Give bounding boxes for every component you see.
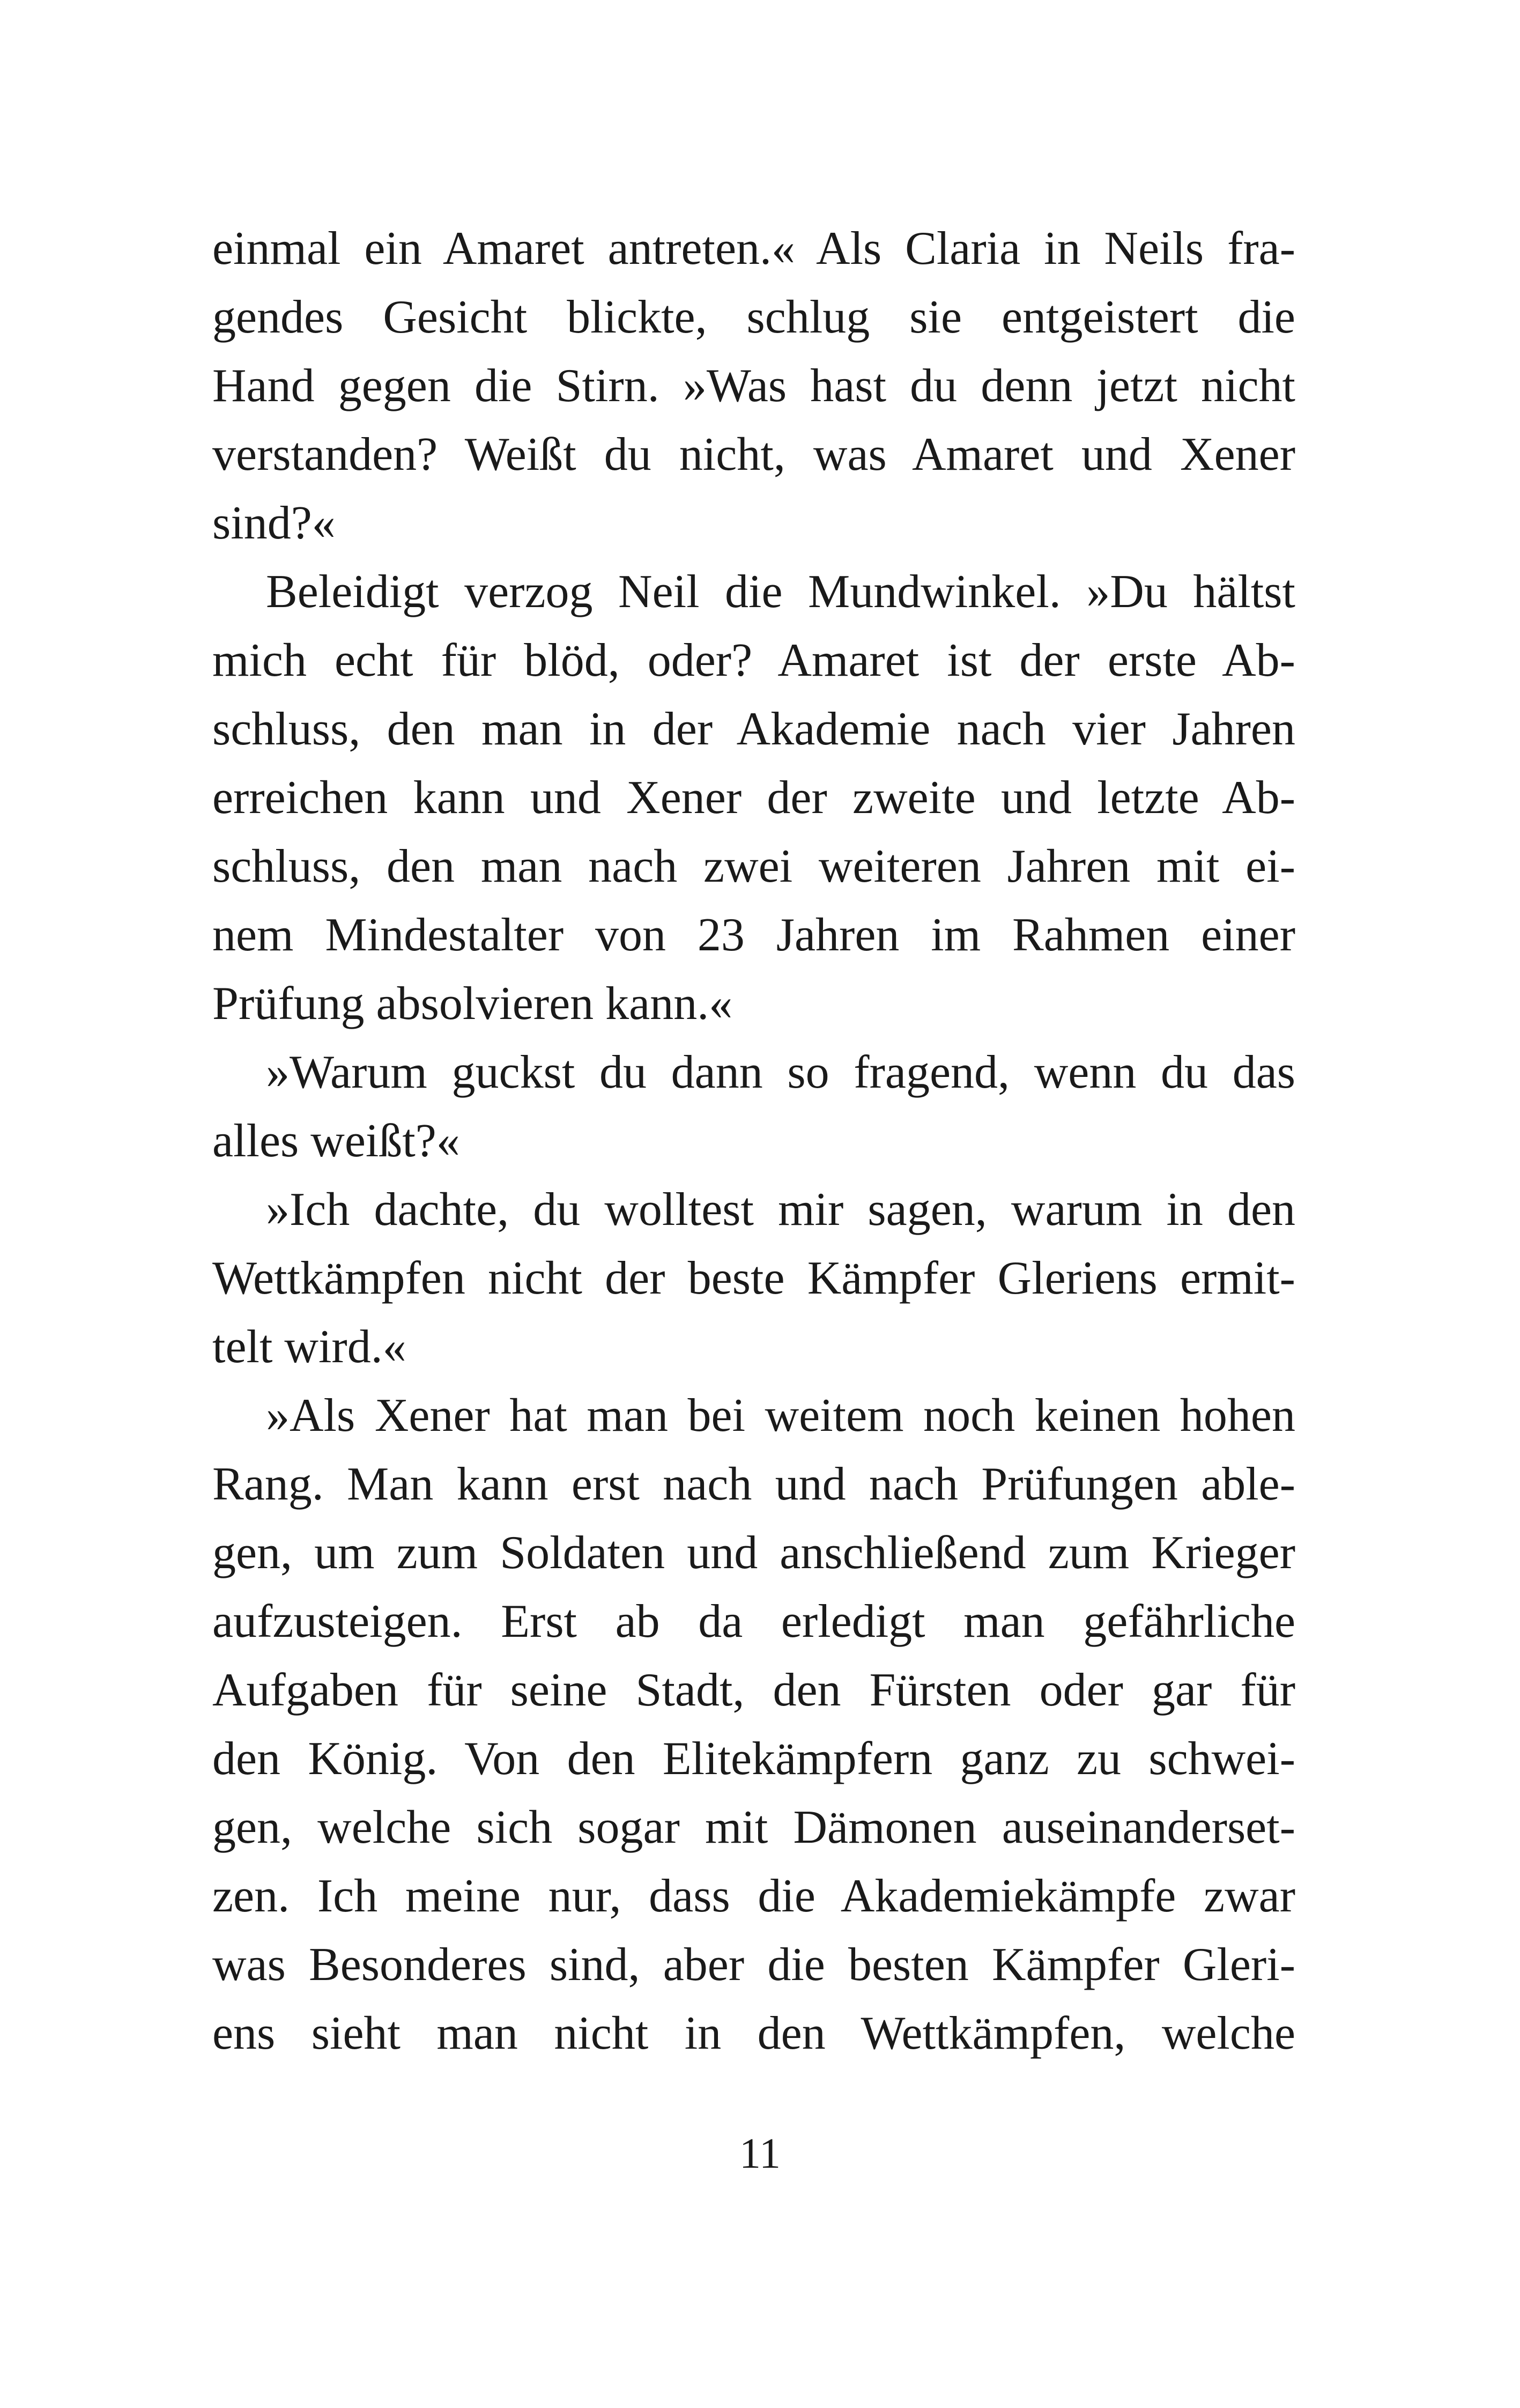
text-line: gen, um zum Soldaten und anschließend zum Krieger <box>212 1527 1295 1579</box>
text-line: zen. Ich meine nur, dass die Akademiekämpfe zwar <box>212 1870 1295 1922</box>
text-line: mich echt für blöd, oder? Amaret ist der erste Ab- <box>212 634 1295 686</box>
text-line: Wettkämpfen nicht der beste Kämpfer Gleriens ermit- <box>212 1252 1295 1304</box>
text-line: »Als Xener hat man bei weitem noch keinen hohen <box>266 1390 1295 1442</box>
text-line: sind?« <box>212 497 336 549</box>
text-line: aufzusteigen. Erst ab da erledigt man gefährliche <box>212 1596 1295 1648</box>
text-line: gen, welche sich sogar mit Dämonen auseinanderset- <box>212 1801 1295 1853</box>
text-line: telt wird.« <box>212 1321 406 1373</box>
text-line: »Ich dachte, du wolltest mir sagen, warum in den <box>266 1184 1295 1236</box>
text-line: Hand gegen die Stirn. »Was hast du denn jetzt nicht <box>212 360 1295 412</box>
text-line: alles weißt?« <box>212 1115 460 1167</box>
text-line: gendes Gesicht blickte, schlug sie entgeistert die <box>212 291 1295 343</box>
text-line: erreichen kann und Xener der zweite und letzte Ab- <box>212 772 1295 824</box>
body-text <box>212 215 1295 2068</box>
text-line: was Besonderes sind, aber die besten Kämpfer Gleri- <box>212 1939 1295 1991</box>
text-line: den König. Von den Elitekämpfern ganz zu schwei- <box>212 1733 1295 1785</box>
text-line: schluss, den man in der Akademie nach vier Jahren <box>212 703 1295 755</box>
text-line: nem Mindestalter von 23 Jahren im Rahmen einer <box>212 909 1295 961</box>
page-number: 11 <box>739 2130 781 2177</box>
text-line: Prüfung absolvieren kann.« <box>212 978 733 1030</box>
text-line: einmal ein Amaret antreten.« Als Claria in Neils fra- <box>212 223 1295 275</box>
text-line: Rang. Man kann erst nach und nach Prüfungen able- <box>212 1458 1295 1510</box>
text-line: Aufgaben für seine Stadt, den Fürsten oder gar für <box>212 1664 1295 1716</box>
text-line: verstanden? Weißt du nicht, was Amaret und Xener <box>212 429 1295 481</box>
text-line: ens sieht man nicht in den Wettkämpfen, welche <box>212 2007 1295 2059</box>
text-line: Beleidigt verzog Neil die Mundwinkel. »Du hältst <box>266 566 1295 618</box>
text-line: »Warum guckst du dann so fragend, wenn du das <box>266 1046 1295 1098</box>
text-line: schluss, den man nach zwei weiteren Jahren mit ei- <box>212 840 1295 892</box>
